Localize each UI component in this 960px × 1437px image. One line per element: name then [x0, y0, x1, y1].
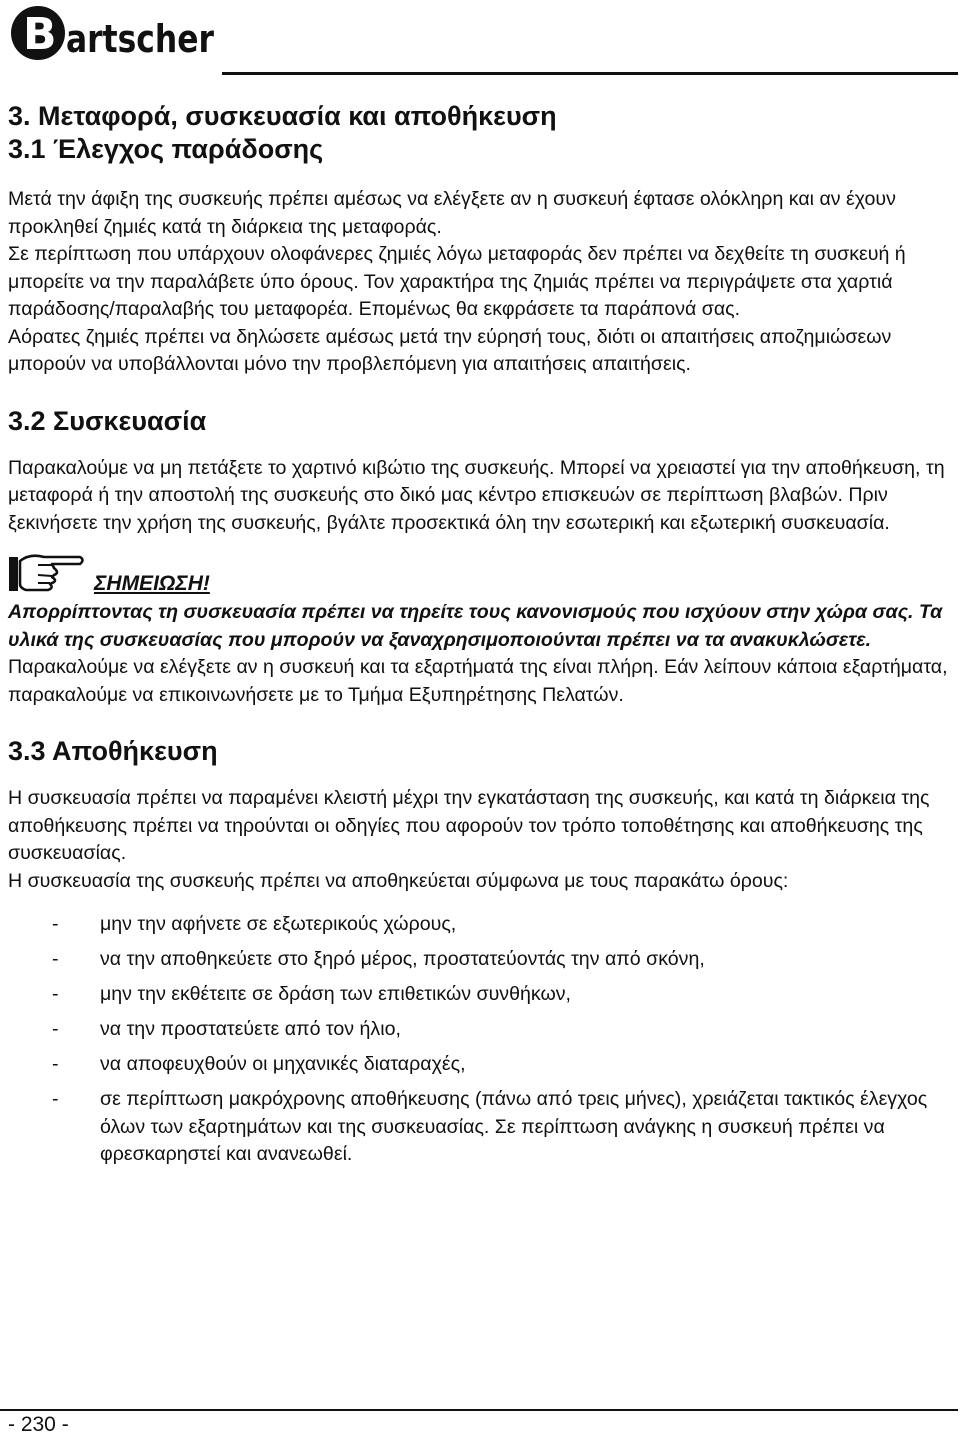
- list-dash: -: [52, 1053, 59, 1076]
- note-text: Απορρίπτοντας τη συσκευασία πρέπει να τηρείτε τους κανονισμούς που ισχύουν στην χώρα σας. Τα υλικά της συσκευασίας που μπορούν να ξαναχρησιμοποιούνται πρέπει να τα ανακυκλώσετε.: [8, 601, 943, 651]
- section-title: 3. Μεταφορά, συσκευασία και αποθήκευση: [8, 101, 557, 131]
- storage-conditions-list: [8, 911, 960, 1169]
- header-rule: [222, 72, 958, 75]
- list-item: [8, 946, 960, 974]
- subsection-title-packaging: 3.2 Συσκευασία: [8, 405, 207, 436]
- list-item-text: σε περίπτωση μακρόχρονης αποθήκευσης (πάνω από τρεις μήνες), χρειάζεται τακτικός έλεγχος όλων των εξαρτημάτων και της συσκευασίας. Σε περίπτωση ανάγκης η συσκευή πρέπει να φρεσκαρηστεί και ανανεωθεί.: [100, 1088, 928, 1166]
- list-dash: -: [52, 1018, 59, 1041]
- list-dash: -: [52, 983, 59, 1006]
- paragraph: Παρακαλούμε να ελέγξετε αν η συσκευή και τα εξαρτήματά της είναι πλήρη. Εάν λείπουν κάποια εξαρτήματα, παρακαλούμε να επικοινωνήσετε με το Τμήμα Εξυπηρέτησης Πελατών.: [8, 656, 948, 706]
- note-heading: [8, 551, 960, 595]
- bartscher-logo: [8, 2, 218, 64]
- footer-rule: [0, 1409, 958, 1411]
- subsection-title-delivery: 3.1 Έλεγχος παράδοσης: [8, 134, 324, 164]
- note-title: ΣΗΜΕΙΩΣΗ!: [94, 572, 210, 595]
- list-dash: -: [52, 1088, 59, 1111]
- paragraph: Μετά την άφιξη της συσκευής πρέπει αμέσως να ελέγξετε αν η συσκευή έφτασε ολόκληρη και αν έχουν προκληθεί ζημιές κατά τη διάρκεια της μεταφοράς.: [8, 188, 896, 238]
- paragraph: Παρακαλούμε να μη πετάξετε το χαρτινό κιβώτιο της συσκευής. Μπορεί να χρειαστεί για την αποθήκευση, τη μεταφορά ή την αποστολή της συσκευής στο δικό μας κέντρο επισκευών σε περίπτωση βλαβών. Πριν ξεκινήσετε την χρήση της συσκευής, βγάλτε προσεκτικά όλη την εσωτερική και εξωτερική συσκευασία.: [8, 456, 945, 534]
- list-dash: -: [52, 913, 59, 935]
- paragraph: Σε περίπτωση που υπάρχουν ολοφάνερες ζημιές λόγω μεταφοράς δεν πρέπει να δεχθείτε τη συσκευή ή μπορείτε να την παραλάβετε ύπο όρους. Τον χαρακτήρα της ζημιάς πρέπει να περιγράψετε στα χαρτιά παράδοσης/παραλαβής του μεταφορέα. Επομένως θα εκφράσετε τα παράπονά σας.: [8, 243, 906, 320]
- svg-text:artscher: artscher: [66, 17, 215, 61]
- subsection-title-storage: 3.3 Αποθήκευση: [8, 736, 218, 766]
- page-content: [8, 100, 960, 1177]
- list-item: [8, 1016, 960, 1044]
- paragraph: Η συσκευασία πρέπει να παραμένει κλειστή μέχρι την εγκατάσταση της συσκευής, και κατά τη διάρκεια της αποθήκευσης πρέπει να τηρούνται οι οδηγίες που αφορούν τον τρόπο τοποθέτησης και αποθήκευσης της συσκευασίας.: [8, 787, 930, 864]
- list-item-text: να την αποθηκεύετε στο ξηρό μέρος, προστατεύοντάς την από σκόνη,: [100, 948, 705, 971]
- list-item: [8, 981, 960, 1009]
- list-item: [8, 1051, 960, 1079]
- list-dash: -: [52, 948, 59, 971]
- list-item-text: μην την εκθέτειτε σε δράση των επιθετικών συνθήκων,: [100, 983, 571, 1006]
- list-item-text: μην την αφήνετε σε εξωτερικούς χώρους,: [100, 913, 457, 935]
- paragraph: Η συσκευασία της συσκευής πρέπει να αποθηκεύεται σύμφωνα με τους παρακάτω όρους:: [8, 869, 789, 892]
- list-item: [8, 911, 960, 939]
- page-number: - 230 -: [8, 1413, 69, 1436]
- list-item-text: να αποφευχθούν οι μηχανικές διαταραχές,: [100, 1053, 466, 1076]
- svg-text:B: B: [23, 9, 57, 60]
- pointing-hand-icon: [8, 551, 86, 595]
- list-item-text: να την προστατεύετε από τον ήλιο,: [100, 1018, 401, 1041]
- paragraph: Αόρατες ζημιές πρέπει να δηλώσετε αμέσως μετά την εύρησή τους, διότι οι απαιτήσεις αποζημιώσεων μπορούν να υποβάλλονται μόνο την προβλεπόμενη για απαιτήσεις απαιτήσεις.: [8, 325, 892, 375]
- list-item: [8, 1086, 960, 1169]
